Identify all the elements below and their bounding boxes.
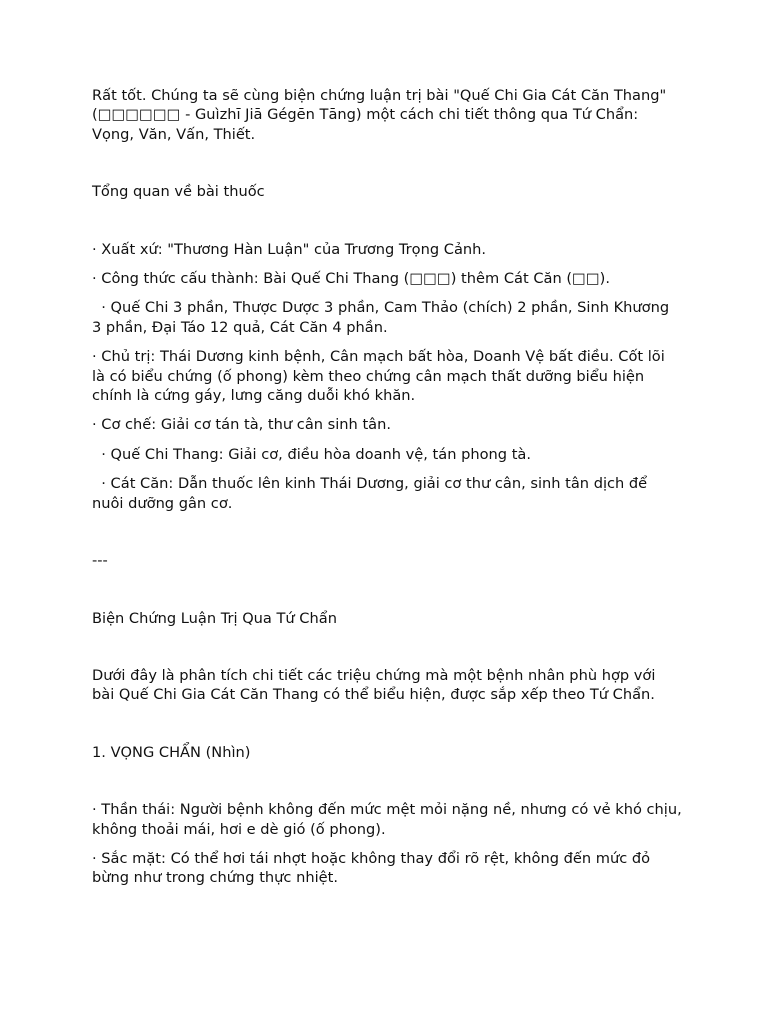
overview-item-indication: · Chủ trị: Thái Dương kinh bệnh, Cân mạch bất hòa, Doanh Vệ bất điều. Cốt lõi là có biểu chứng (ố phong) kèm theo chứng cân mạch thất dưỡng biểu hiện chính là cứng gáy, lưng căng duỗi khó khăn. (92, 348, 670, 405)
vong-item-than-thai: · Thần thái: Người bệnh không đến mức mệt mỏi nặng nề, nhưng có vẻ khó chịu, không thoải mái, hơi e dè gió (ố phong). (92, 801, 687, 838)
overview-item-mechanism: · Cơ chế: Giải cơ tán tà, thư cân sinh tân. (92, 416, 391, 434)
overview-heading: Tổng quan về bài thuốc (92, 183, 265, 201)
analysis-intro-paragraph: Dưới đây là phân tích chi tiết các triệu chứng mà một bệnh nhân phù hợp với bài Quế Chi Gia Cát Căn Thang có thể biểu hiện, được sắp xếp theo Tứ Chẩn. (92, 666, 661, 704)
overview-item-quechi-thang: · Quế Chi Thang: Giải cơ, điều hòa doanh vệ, tán phong tà. (92, 445, 532, 463)
overview-item-ingredients: · Quế Chi 3 phần, Thược Dược 3 phần, Cam Thảo (chích) 2 phần, Sinh Khương 3 phần, Đại Táo 12 quả, Cát Căn 4 phần. (92, 299, 674, 336)
overview-item-formula: · Công thức cấu thành: Bài Quế Chi Thang (□□□) thêm Cát Căn (□□). (92, 270, 610, 288)
vong-chan-heading: 1. VỌNG CHẨN (Nhìn) (92, 743, 251, 761)
vong-item-sac-mat: · Sắc mặt: Có thể hơi tái nhợt hoặc không thay đổi rõ rệt, không đến mức đỏ bừng như trong chứng thực nhiệt. (92, 849, 655, 887)
document-page (92, 86, 687, 888)
overview-item-origin: · Xuất xứ: "Thương Hàn Luận" của Trương Trọng Cảnh. (92, 240, 487, 258)
section-separator: --- (92, 552, 108, 570)
analysis-heading: Biện Chứng Luận Trị Qua Tứ Chẩn (92, 609, 337, 627)
overview-item-cat-can: · Cát Căn: Dẫn thuốc lên kinh Thái Dương, giải cơ thư cân, sinh tân dịch để nuôi dưỡng gân cơ. (92, 475, 652, 512)
intro-paragraph: Rất tốt. Chúng ta sẽ cùng biện chứng luận trị bài "Quế Chi Gia Cát Căn Thang" (□□□□□□ - Guìzhī Jiā Gégēn Tāng) một cách chi tiết thông qua Tứ Chẩn: Vọng, Văn, Vấn, Thiết. (92, 87, 671, 143)
